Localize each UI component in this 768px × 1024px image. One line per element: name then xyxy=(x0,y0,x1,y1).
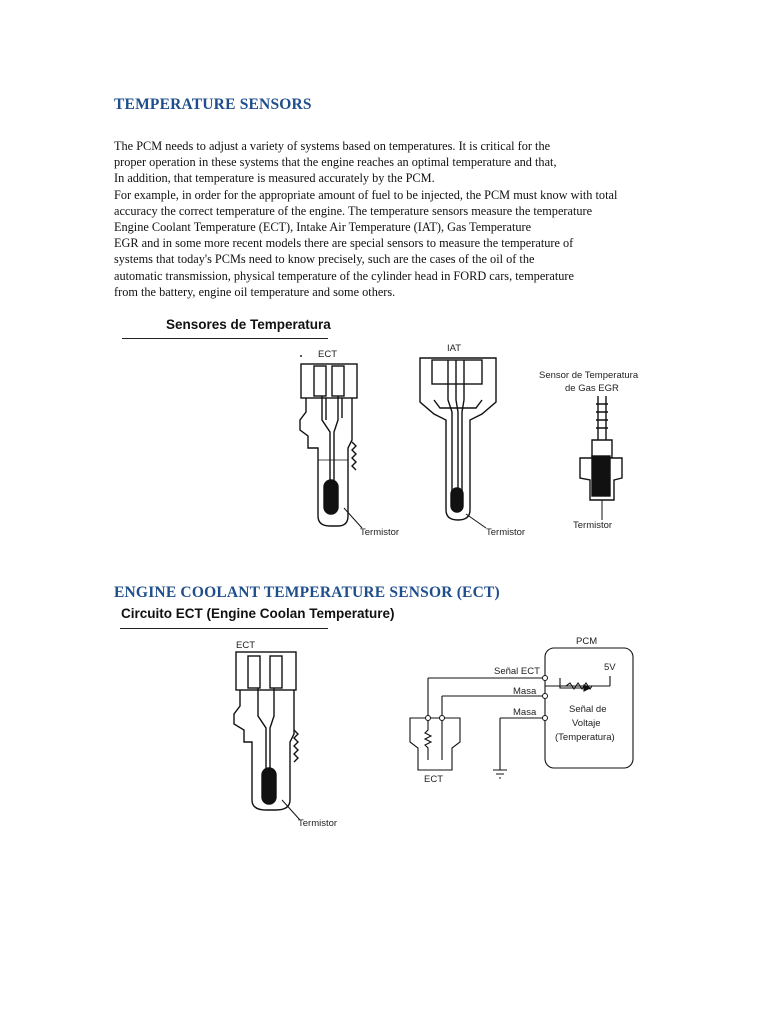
figure1-ect-label: ECT xyxy=(318,349,337,360)
paragraph-line: Engine Coolant Temperature (ECT), Intake Air Temperature (IAT), Gas Temperature xyxy=(114,220,532,235)
figure2-ect-bottom-label: ECT xyxy=(424,774,443,785)
figure2-senal-ect-label: Señal ECT xyxy=(494,666,540,677)
figure1-title: Sensores de Temperatura xyxy=(166,317,331,332)
paragraph-line: automatic transmission, physical temperature of the cylinder head in FORD cars, temperature xyxy=(114,268,574,283)
ect-sensor-large-drawing xyxy=(234,652,300,820)
figure1-egr-label-line1: Sensor de Temperatura xyxy=(539,370,639,381)
section-heading-ect: ENGINE COOLANT TEMPERATURE SENSOR (ECT) xyxy=(114,584,500,601)
paragraph-line: EGR and in some more recent models there are special sensors to measure the temperature of xyxy=(114,236,574,251)
figure1-iat-termistor-label: Termistor xyxy=(486,527,526,538)
paragraph-line: The PCM needs to adjust a variety of systems based on temperatures. It is critical for the xyxy=(114,139,551,153)
figure2-voltage-label: 5V xyxy=(604,662,616,673)
paragraph-line: systems that today's PCMs need to know precisely, such are the cases of the oil of the xyxy=(114,252,535,267)
figure2-signal-line1: Señal de xyxy=(569,704,607,715)
figure2-signal-line2: Voltaje xyxy=(572,718,601,729)
paragraph-line: For example, in order for the appropriate amount of fuel to be injected, the PCM must know with total xyxy=(114,187,618,202)
section-heading-temperature-sensors: TEMPERATURE SENSORS xyxy=(114,96,312,113)
figure2-title: Circuito ECT (Engine Coolan Temperature) xyxy=(121,606,395,621)
figure2-pcm-label: PCM xyxy=(576,636,598,647)
figure2-masa2-label: Masa xyxy=(513,707,537,718)
paragraph-line: from the battery, engine oil temperature and some others. xyxy=(114,284,396,299)
figure1-egr-label-line2: de Gas EGR xyxy=(565,383,619,394)
figure2-masa1-label: Masa xyxy=(513,686,537,697)
figure2-ect-label: ECT xyxy=(236,640,255,651)
figure1-iat-label: IAT xyxy=(447,343,462,354)
paragraph-line: proper operation in these systems that the engine reaches an optimal temperature and that, xyxy=(114,155,557,170)
figure1-ect-termistor-label: Termistor xyxy=(360,527,400,538)
figure2-termistor-label: Termistor xyxy=(298,818,338,829)
paragraph-line: In addition, that temperature is measured accurately by the PCM. xyxy=(114,171,435,186)
figure2-signal-line3: (Temperatura) xyxy=(555,732,615,743)
figure1-egr-termistor-label: Termistor xyxy=(573,520,613,531)
paragraph-line: accuracy the correct temperature of the engine. The temperature sensors measure the temperature xyxy=(114,203,593,218)
